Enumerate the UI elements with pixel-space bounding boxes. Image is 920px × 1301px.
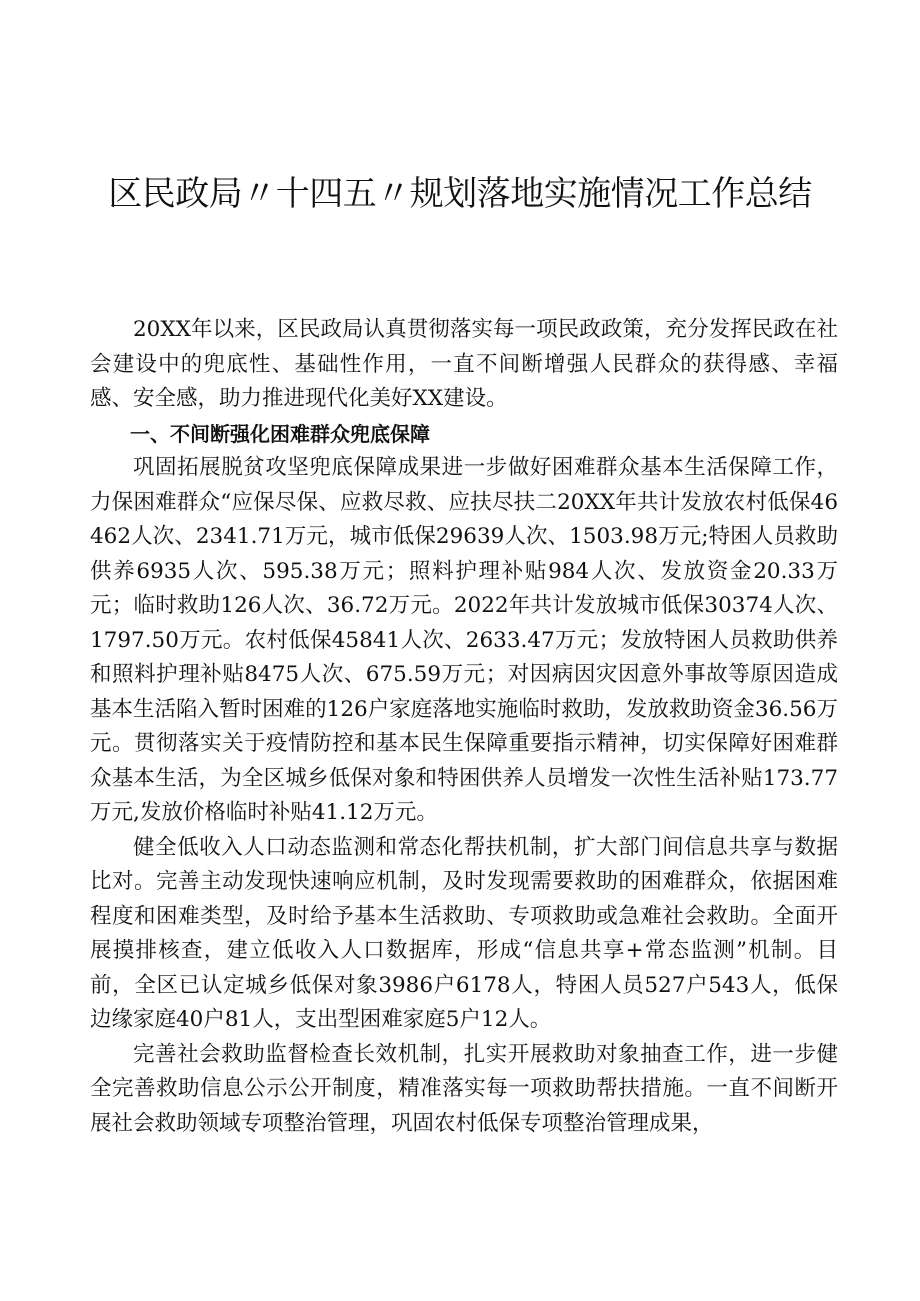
document-body [90,313,838,1141]
section-paragraph-3: 完善社会救助监督检查长效机制，扎实开展救助对象抽查工作，进一步健全完善救助信息公示公开制度，精准落实每一项救助帮扶措施。一直不间断开展社会救助领域专项整治管理，巩固农村低保专项整治管理成果， [90,1041,838,1136]
section-paragraph-1: 巩固拓展脱贫攻坚兜底保障成果进一步做好困难群众基本生活保障工作，力保困难群众“应保尽保、应救尽救、应扶尽扶二20XX年共计发放农村低保46462人次、2341.71万元，城市低保29639人次、1503.98万元;特困人员救助供养6935人次、595.38万元；照料护理补贴984人次、发放资金20.33万元；临时救助126人次、36.72万元。2022年共计发放城市低保30374人次、1797.50万元。农村低保45841人次、2633.47万元；发放特困人员救助供养和照料护理补贴8475人次、675.59万元；对因病因灾因意外事故等原因造成基本生活陷入暂时困难的126户家庭落地实施临时救助，发放救助资金36.56万元。贯彻落实关于疫情防控和基本民生保障重要指示精神，切实保障好困难群众基本生活，为全区城乡低保对象和特困供养人员增发一次性生活补贴173.77万元,发放价格临时补贴41.12万元。 [90,455,838,825]
section-heading: 一、不间断强化困难群众兜底保障 [130,421,430,446]
section-paragraph-2: 健全低收入人口动态监测和常态化帮扶机制，扩大部门间信息共享与数据比对。完善主动发现快速响应机制，及时发现需要救助的困难群众，依据困难程度和困难类型，及时给予基本生活救助、专项救助或急难社会救助。全面开展摸排核查，建立低收入人口数据库，形成“信息共享+常态监测”机制。目前，全区已认定城乡低保对象3986户6178人，特困人员527户543人，低保边缘家庭40户81人，支出型困难家庭5户12人。 [90,834,838,1032]
document-title: 区民政局〃十四五〃规划落地实施情况工作总结 [108,174,812,214]
intro-paragraph: 20XX年以来，区民政局认真贯彻落实每一项民政政策，充分发挥民政在社会建设中的兜底性、基础性作用，一直不间断增强人民群众的获得感、幸福感、安全感，助力推进现代化美好XX建设。 [90,317,838,411]
